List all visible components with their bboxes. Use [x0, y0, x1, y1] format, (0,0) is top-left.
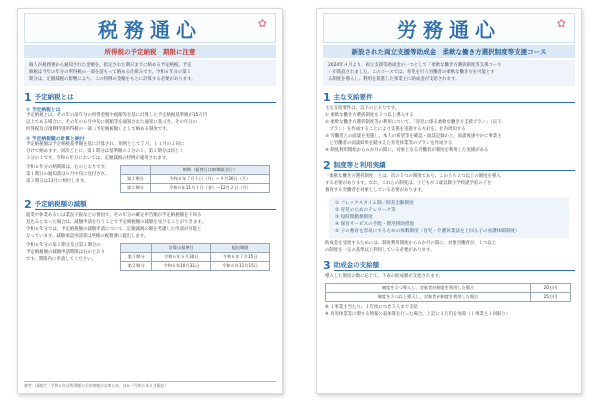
period-row: [26, 165, 274, 193]
right-title-box: [323, 13, 575, 43]
left-title-box: [24, 13, 276, 43]
table-cell: 25万円: [531, 293, 571, 302]
table-cell: 令和６年６月30日: [152, 253, 211, 262]
left-subtitle: 所得税の予定納税 期限に注意: [24, 45, 276, 58]
left-document-page: [17, 8, 283, 394]
table-row: [121, 184, 270, 193]
system-list: [329, 197, 569, 238]
table-cell: 20万円: [531, 284, 571, 293]
body-line: の制度を一定の基準以上利用している必要があります。: [325, 248, 435, 253]
body-line: ① 柔軟な働き方選択制度を２つ以上導入する: [325, 113, 414, 118]
body-line: 予定納税額の減額申請期限は右のとおり: [26, 250, 106, 255]
list-item: ⑤ 子の養育を容易にするための休暇制度（育児・介護休業法を上回る子の看護休暇制度）: [335, 229, 520, 234]
body-line: 主な支給要件は、以下のとおりです。: [325, 106, 400, 111]
body-line: 分けて納めます。回次ごとに、第１期分は基準額の３分の１、第２期分は同じく: [26, 149, 184, 154]
reduction-row: [26, 243, 274, 271]
list-item: ② 育児のためのテレワーク等: [335, 208, 396, 213]
right-document-page: [316, 8, 582, 394]
table-cell: 制度を２つ導入し、対象者が制度を利用した場合: [326, 284, 531, 293]
section-title: 予定納税額の減額: [35, 199, 276, 210]
body-line: 以上である場合に、その年の６月中旬に税額等を通知された通知に基づき、その年分の: [26, 120, 198, 125]
body-line: 予定納税とは、その年の前年分の所得金額や税額等を基に計算した予定納税基準額が15万円: [26, 113, 208, 118]
body-line: 第１期分の通知書は６月中旬に送付され、: [26, 172, 110, 177]
section-title: 助成金の支給額: [334, 260, 575, 271]
body-line: 令和６年分の第１期分及び第２期分の: [26, 243, 101, 248]
body-line: 養育する労働者を対象としている必要があります。: [325, 188, 426, 193]
table-cell: 第２期分: [121, 184, 151, 193]
table-cell: 令和６年７月１日（月）～９月30日（月）: [150, 175, 269, 184]
intro-line: る制度を導入し、利用を促進した事業主に助成金が支給されます。: [328, 77, 460, 82]
left-intro: [24, 60, 276, 86]
section-notes: [325, 305, 573, 318]
section-body: [325, 274, 573, 280]
table-header-cell: 提出期限: [211, 244, 270, 253]
table-cell: 令和６年７月15日: [211, 253, 270, 262]
body-line: 助成金を受給するためには、制度利用開始から６か月の間に、対象労働者が、１つ以上: [325, 241, 497, 246]
section-body: [26, 106, 274, 162]
body-line: 令和６年分の納期限は、右のとおりです。: [26, 165, 110, 170]
body-line: ３分の１です。令和６年分においては、定額減税の特例が適用されます。: [26, 156, 171, 161]
body-line: と労働者の面談結果を踏まえた育児休業等のプランを作成する: [325, 141, 453, 146]
body-line: です。期限内に申請してください。: [26, 257, 96, 262]
left-page-title: 税務通心: [98, 17, 202, 42]
body-line: 令和６年分では、予定納税額の減額申請について、定額減税の額を考慮した申請が可能と: [26, 227, 202, 232]
section-title: 主な支給要件: [334, 92, 575, 103]
table-row: [326, 293, 571, 302]
section-body: [325, 106, 573, 154]
table-cell: 第１期分: [121, 253, 152, 262]
body-line: する必要があります。なお、これらの制度は、子どもが３歳以降小学校就学前の子を: [325, 181, 492, 186]
table-header-cell: 計算の基準日: [152, 244, 211, 253]
list-item: ① フレックスタイム制／時差出勤制度: [335, 201, 414, 206]
section-heading: [24, 91, 276, 104]
body-line: ④ 制度利用開始から６か月の間に、対象となる労働者が制度を利用した実績がある: [325, 148, 489, 153]
table-row: [121, 175, 270, 184]
right-subtitle: 新設された両立支援等助成金 柔軟な働き方選択制度等支援コース: [323, 45, 575, 58]
intro-line: 納税は今年の年分の所得税の一部を前もって納める仕組みです。令和６年分の第１: [29, 70, 192, 75]
right-intro: [323, 60, 575, 86]
intro-line: 個人が税務署から通知された金額を、指定された期日までに納める予定納税。予定: [29, 63, 192, 68]
list-item: ③ 短時間勤務制度: [335, 215, 373, 220]
left-footer: 参考：国税庁「令和６年分所得税の予定納税のお知らせ」ほか（令和６年５月現在）: [24, 381, 276, 389]
table-header-cell: [121, 244, 152, 253]
section-number: 2: [24, 198, 32, 211]
table-header-cell: [121, 166, 151, 175]
section-body: [26, 213, 274, 240]
reduction-deadline-table: [120, 243, 270, 271]
body-line: ② 柔軟な働き方選択制度等の利用について、「育児に係る柔軟な働き方支援プラン」（以下、: [325, 120, 506, 125]
section-body: [325, 241, 573, 254]
table-cell: 令和６年11月15日: [211, 262, 270, 271]
section-heading: [24, 198, 276, 211]
table-row: [326, 284, 571, 293]
body-line: 「柔軟な働き方選択制度」とは、次の５つの制度であり、このうち２つ以上の制度を導入: [325, 174, 501, 179]
section-heading: [323, 91, 575, 104]
section-number: 1: [323, 91, 331, 104]
section-number: 1: [24, 91, 32, 104]
section-body: [325, 174, 573, 194]
decoration-icon: ✿: [257, 17, 267, 30]
intro-line: 2024年４月より、両立支援等助成金の一つとして「柔軟な働き方選択制度等支援コース: [328, 63, 502, 68]
table-row: [121, 253, 270, 262]
body-line: 導入した制度の数に応じて、下表の助成額が支給されます。: [325, 274, 444, 279]
table-header-cell: 納期（振替日は納期限翌日）: [150, 166, 269, 175]
section-title: 予定納税とは: [35, 92, 276, 103]
table-row: [121, 262, 270, 271]
table-cell: 第２期分: [121, 262, 152, 271]
body-line: プラン）を作成することにより支援を実施する方針を、社内周知する: [325, 127, 466, 132]
payment-period-table: [120, 165, 270, 193]
body-line: 第２期分は11月に納付します。: [26, 179, 89, 184]
note-line: ※ １事業主当たり、１年度につき５人まで支給: [325, 305, 418, 310]
body-line: 廃業や休業あるいは業況不振などの要因で、その年分の確定申告額が予定納税額を下回る: [26, 213, 202, 218]
section-title: 制度等と利用実績: [334, 160, 575, 171]
body-line: 見込みとなった場合は、減額申請を行うことで予定納税額の減額を受けることができます。: [26, 220, 206, 225]
subsection-heading: ② 予定納税額の計算と納付: [26, 137, 85, 142]
table-cell: 令和６年10月31日: [152, 262, 211, 271]
section-heading: [323, 259, 575, 272]
body-line: 所得税及び復興特別所得税の一部（予定納税額）として納める制度です。: [26, 127, 171, 132]
subsidy-amount-table: [325, 283, 571, 302]
subsection-heading: ① 予定納税とは: [26, 108, 61, 113]
list-item: ④ 保育サービスの手配・費用援助措置: [335, 222, 415, 227]
right-page-title: 労務通心: [397, 17, 501, 42]
body-line: ③ 労働者との面談を実施し、本人の希望等を確認・面談記録の上、面談後速やかに事業主: [325, 134, 502, 139]
table-cell: 制度を３つ以上導入し、対象者が制度を利用した場合: [326, 293, 531, 302]
note-line: ※ 育児休業等に関する情報公表加算を行った場合、上記に２万円を加算（１事業主１回限り）: [325, 312, 511, 317]
body-line: 予定納税額は予定納税基準額を基に計算され、原則として７月、１１月の２回に: [26, 142, 185, 147]
decoration-icon: ✿: [556, 17, 566, 30]
intro-line: 期分は、定額減税の影響により、この特例の金額をもとに計算する必要があります。: [29, 77, 196, 82]
table-cell: 令和６年11月１日（金）～12月２日（月）: [150, 184, 269, 193]
table-cell: 第１期分: [121, 175, 151, 184]
body-line: なっています。減額承認申請書は所轄の税務署に提出します。: [26, 234, 149, 239]
section-heading: [323, 159, 575, 172]
intro-line: 」が新設されました。このコースでは、育児を行う労働者の柔軟な働き方を可能とす: [328, 70, 495, 75]
section-number: 2: [323, 159, 331, 172]
section-number: 3: [323, 259, 331, 272]
